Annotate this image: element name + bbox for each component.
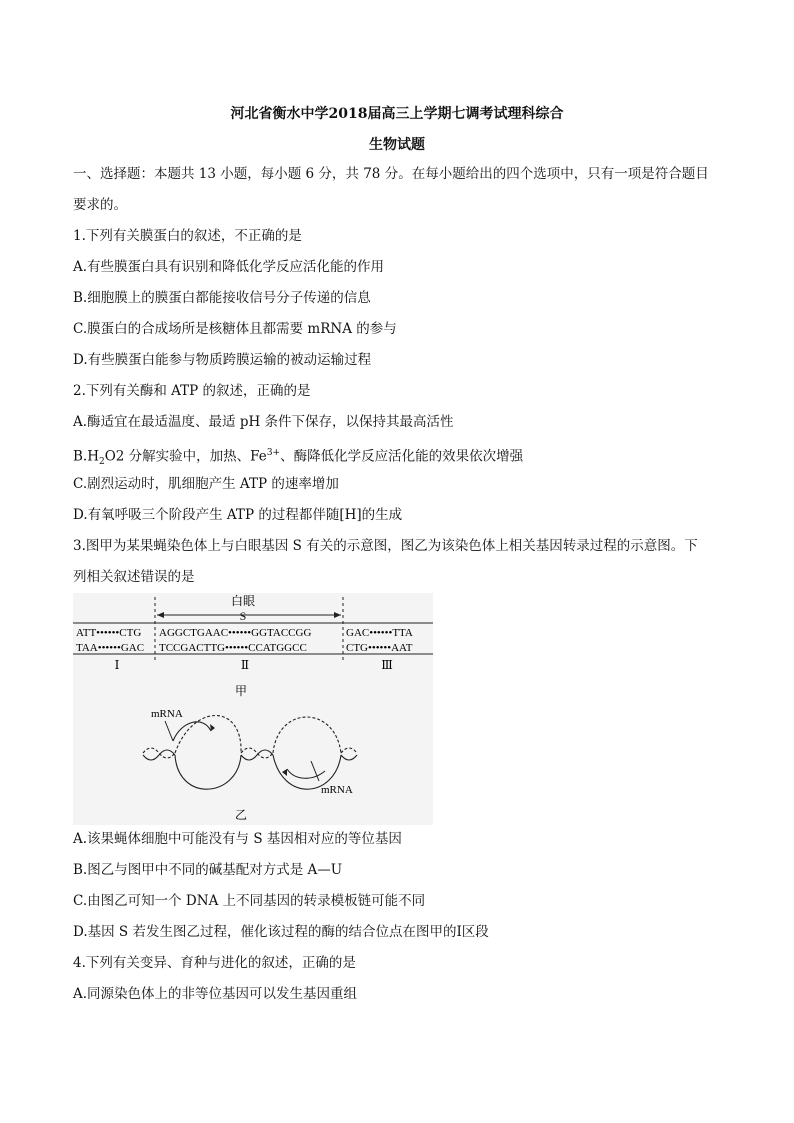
gene-label: 白眼 [230, 594, 256, 608]
seq-bottom-3: CTG••••••AAT [346, 642, 413, 654]
figure-label-jia: 甲 [234, 684, 248, 698]
page-subtitle: 生物试题 [369, 137, 425, 153]
q2-option-c: C.剧烈运动时，肌细胞产生 ATP 的速率增加 [73, 476, 339, 492]
figure-label-yi: 乙 [234, 808, 248, 822]
seq-top-3: GAC••••••TTA [346, 627, 413, 639]
q2-option-a: A.酶适宜在最适温度、最适 pH 条件下保存，以保持其最高活性 [73, 414, 454, 430]
q2-b-pre: B.H [73, 448, 99, 465]
q3-stem-line2: 列相关叙述错误的是 [73, 569, 195, 585]
q3-option-b: B.图乙与图甲中不同的碱基配对方式是 A—U [73, 862, 343, 878]
q1-option-c: C.膜蛋白的合成场所是核糖体且都需要 mRNA 的参与 [73, 321, 397, 337]
q2-option-d: D.有氧呼吸三个阶段产生 ATP 的过程都伴随[H]的生成 [73, 507, 403, 523]
q3-stem-line1: 3.图甲为某果蝇染色体上与白眼基因 S 有关的示意图，图乙为该染色体上相关基因转录过程的示意图。下 [73, 538, 698, 554]
region-label-3: Ⅲ [381, 658, 393, 672]
region-label-1: Ⅰ [114, 658, 120, 672]
q1-option-b: B.细胞膜上的膜蛋白都能接收信号分子传递的信息 [73, 290, 371, 306]
q3-option-a: A.该果蝇体细胞中可能没有与 S 基因相对应的等位基因 [73, 831, 402, 847]
q1-option-a: A.有些膜蛋白具有识别和降低化学反应活化能的作用 [73, 259, 385, 275]
q4-stem: 4.下列有关变异、育种与进化的叙述，正确的是 [73, 955, 356, 971]
q2-b-post: 、酶降低化学反应活化能的效果依次增强 [280, 448, 524, 465]
q2-b-sup: 3+ [266, 448, 281, 458]
mrna-label-left: mRNA [151, 708, 183, 720]
seq-bottom-1: TAA••••••GAC [76, 642, 145, 654]
q3-option-c: C.由图乙可知一个 DNA 上不同基因的转录模板链可能不同 [73, 893, 426, 909]
gene-figure [73, 593, 433, 825]
section-intro-line2: 要求的。 [73, 197, 127, 213]
seq-top-1: ATT••••••CTG [76, 627, 142, 639]
q2-stem: 2.下列有关酶和 ATP 的叙述，正确的是 [73, 383, 311, 399]
region-label-2: Ⅱ [240, 658, 250, 672]
seq-bottom-2: TCCGACTTG••••••CCATGGCC [159, 642, 307, 654]
q2-option-b [73, 444, 523, 471]
q3-option-d: D.基因 S 若发生图乙过程，催化该过程的酶的结合位点在图甲的Ⅰ区段 [73, 924, 489, 940]
q1-option-d: D.有些膜蛋白能参与物质跨膜运输的被动运输过程 [73, 352, 372, 368]
q2-b-sub: 2 [99, 457, 105, 468]
mrna-label-right: mRNA [321, 784, 353, 796]
q2-b-mid: O2 分解实验中，加热、Fe [104, 448, 267, 465]
gene-symbol: S [239, 609, 247, 623]
q1-stem: 1.下列有关膜蛋白的叙述，不正确的是 [73, 228, 302, 244]
seq-top-2: AGGCTGAAC••••••GGTACCGG [159, 627, 312, 639]
q4-option-a: A.同源染色体上的非等位基因可以发生基因重组 [73, 986, 358, 1002]
gene-diagram [73, 593, 433, 825]
page-title: 河北省衡水中学2018届高三上学期七调考试理科综合 [230, 106, 564, 122]
section-intro-line1: 一、选择题：本题共 13 小题，每小题 6 分，共 78 分。在每小题给出的四个选项中，只有一项是符合题目 [73, 166, 709, 182]
